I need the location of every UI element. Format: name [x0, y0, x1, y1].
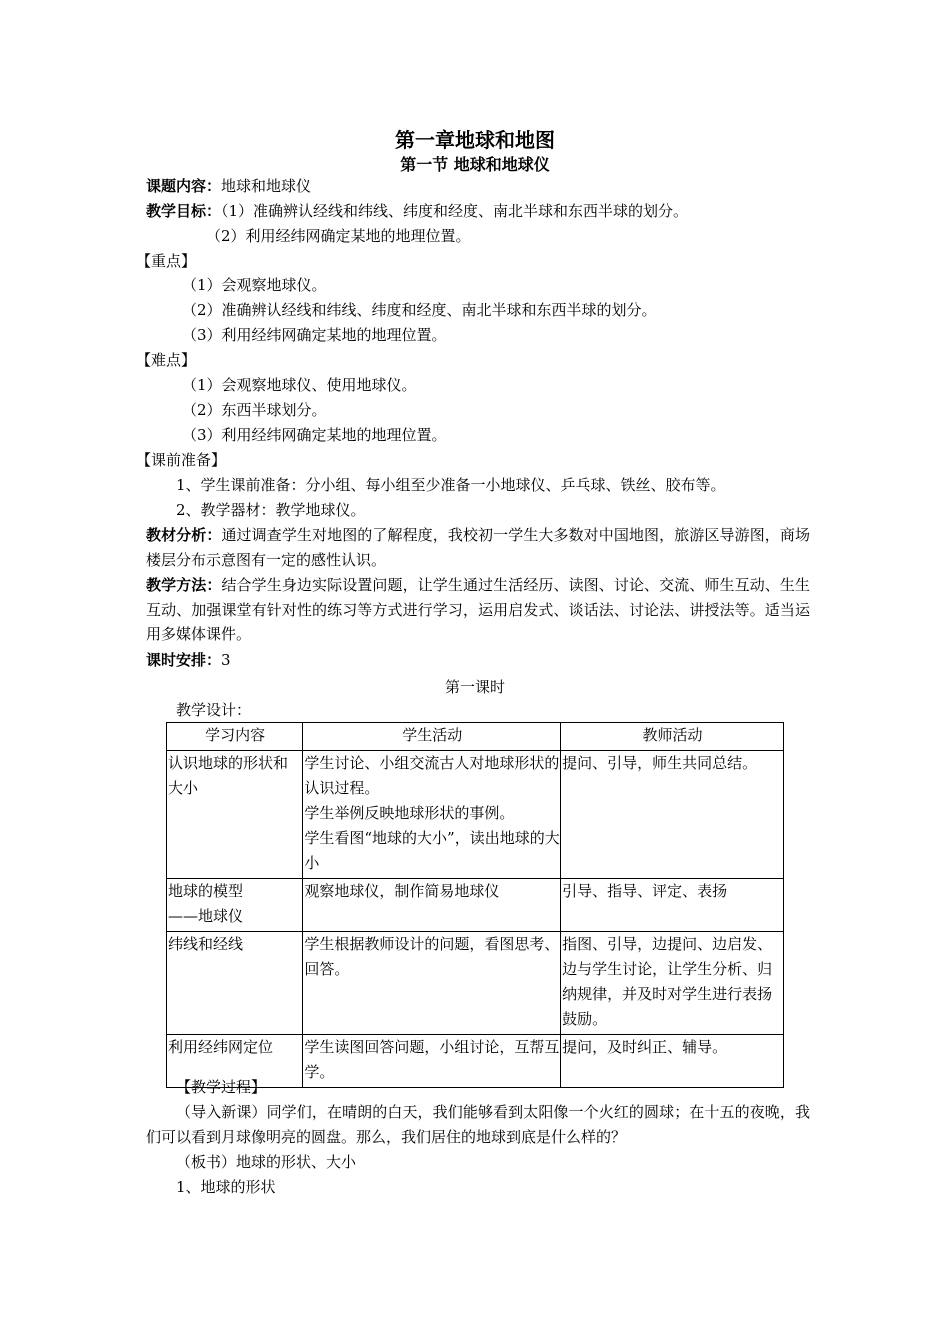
- header-teacher: 教师活动: [561, 723, 784, 751]
- header-student: 学生活动: [303, 723, 561, 751]
- methods-paragraph: [146, 573, 810, 647]
- preparation-item-1: 1、学生课前准备：分小组、每小组至少准备一小地球仪、乒乓球、铁丝、胶布等。: [176, 476, 726, 494]
- preparation-heading: 【课前准备】: [136, 451, 227, 469]
- schedule-value: 3: [221, 651, 231, 669]
- difficulty-1: （1）会观察地球仪、使用地球仪。: [182, 376, 417, 394]
- row3-student: 学生根据教师设计的问题，看图思考、回答。: [303, 932, 561, 1035]
- header-content: 学习内容: [167, 723, 303, 751]
- topic-label: 课题内容：: [146, 177, 222, 195]
- design-label: 教学设计：: [176, 701, 252, 719]
- row2-content: [167, 879, 303, 932]
- row1-student-line-2: 学生举例反映地球形状的事例。: [304, 804, 515, 822]
- goals-line: [146, 199, 688, 223]
- process-intro: （导入新课）同学们，在晴朗的白天，我们能够看到太阳像一个火红的圆球；在十五的夜晚，我们可以看到月球像明亮的圆盘。那么，我们居住的地球到底是什么样的？: [146, 1103, 810, 1146]
- goals-label: 教学目标：: [146, 202, 222, 220]
- goal-item-2: （2）利用经纬网确定某地的地理位置。: [206, 227, 471, 245]
- analysis-paragraph: [146, 523, 810, 572]
- preparation-item-2: 2、教学器材：教学地球仪。: [176, 501, 366, 519]
- chapter-title: 第一章地球和地图: [395, 128, 555, 152]
- table-row: [167, 751, 784, 879]
- row1-student: [303, 751, 561, 879]
- key-point-1: （1）会观察地球仪。: [182, 276, 327, 294]
- schedule-label: 课时安排：: [146, 651, 222, 669]
- lesson-title: 第一课时: [444, 678, 505, 696]
- difficulty-3: （3）利用经纬网确定某地的地理位置。: [182, 426, 447, 444]
- row3-content: 纬线和经线: [167, 932, 303, 1035]
- analysis-label: 教材分析：: [146, 526, 222, 544]
- row3-teacher: 指图、引导，边提问、边启发、边与学生讨论，让学生分析、归纳规律，并及时对学生进行表扬鼓励。: [561, 932, 784, 1035]
- table-row: [167, 932, 784, 1035]
- key-point-3: （3）利用经纬网确定某地的地理位置。: [182, 326, 447, 344]
- row2-content-line-1: 地球的模型: [168, 882, 244, 900]
- teaching-design-table: [166, 722, 784, 1088]
- key-point-2: （2）准确辨认经线和纬线、纬度和经度、南北半球和东西半球的划分。: [182, 301, 657, 319]
- process-point-1: 1、地球的形状: [176, 1178, 276, 1196]
- row1-student-line-3: 学生看图“地球的大小”，读出地球的大小: [304, 829, 560, 872]
- section-title: 第一节 地球和地球仪: [400, 155, 550, 174]
- row2-teacher: 引导、指导、评定、表扬: [561, 879, 784, 932]
- difficulties-heading: 【难点】: [136, 351, 197, 369]
- process-board: （板书）地球的形状、大小: [176, 1153, 357, 1171]
- table-row: [167, 879, 784, 932]
- row2-student: 观察地球仪，制作简易地球仪: [303, 879, 561, 932]
- table-header-row: [167, 723, 784, 751]
- row4-content: 利用经纬网定位: [167, 1035, 303, 1088]
- methods-label: 教学方法：: [146, 576, 222, 594]
- key-points-heading: 【重点】: [136, 252, 197, 270]
- methods-text: 结合学生身边实际设置问题，让学生通过生活经历、读图、讨论、交流、师生互动、生生互动、加强课堂有针对性的练习等方式进行学习，运用启发式、谈话法、讨论法、讲授法等。适当运用多媒体课件。: [146, 576, 810, 643]
- topic-line: [146, 174, 311, 198]
- difficulty-2: （2）东西半球划分。: [182, 401, 327, 419]
- row1-student-line-1: 学生讨论、小组交流古人对地球形状的认识过程。: [304, 754, 560, 797]
- row1-content: 认识地球的形状和大小: [167, 751, 303, 879]
- topic-value: 地球和地球仪: [221, 177, 312, 195]
- process-heading: 【教学过程】: [176, 1078, 267, 1096]
- schedule-line: [146, 648, 231, 672]
- row1-teacher: 提问、引导，师生共同总结。: [561, 751, 784, 879]
- row2-content-line-2: ——地球仪: [168, 907, 244, 925]
- row4-student: 学生读图回答问题，小组讨论，互帮互学。: [303, 1035, 561, 1088]
- analysis-text: 通过调查学生对地图的了解程度，我校初一学生大多数对中国地图，旅游区导游图，商场楼层分布示意图有一定的感性认识。: [146, 526, 810, 569]
- row4-teacher: 提问，及时纠正、辅导。: [561, 1035, 784, 1088]
- goal-item-1: （1）准确辨认经线和纬线、纬度和经度、南北半球和东西半球的划分。: [221, 202, 689, 220]
